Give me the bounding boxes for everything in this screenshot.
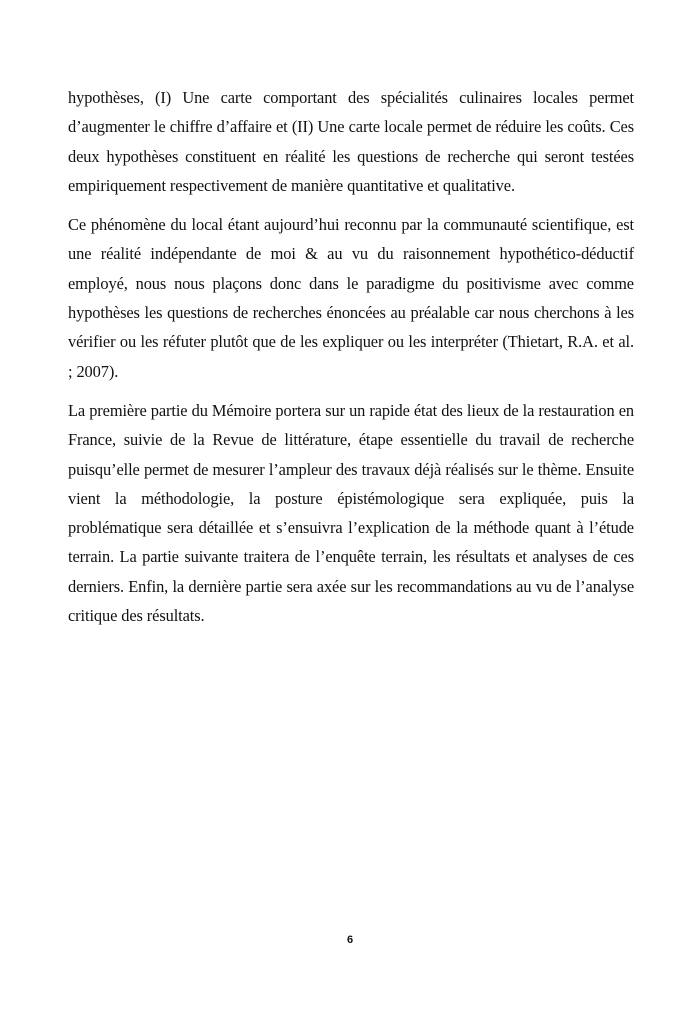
paragraph-outline: La première partie du Mémoire portera sur un rapide état des lieux de la restauration en France, suivie de la Revue de littérature, étape essentielle du travail de recherche puisqu’elle permet de mesurer l’ampleur des travaux déjà réalisés sur le thème. Ensuite vient la méthodologie, la posture épistémologique sera expliquée, puis la problématique sera détaillée et s’ensuivra l’explication de la méthode quant à l’étude terrain. La partie suivante traitera de l’enquête terrain, les résultats et analyses de ces derniers. Enfin, la dernière partie sera axée sur les recommandations au vu de l’analyse critique des résultats.	[68, 400, 634, 626]
paragraph-hypotheses: hypothèses, (I) Une carte comportant des spécialités culinaires locales permet d’augmenter le chiffre d’affaire et (II) Une carte locale permet de réduire les coûts. Ces deux hypothèses constituent en réalité les questions de recherche qui seront testées empiriquement respectivement de manière quantitative et qualitative.	[68, 88, 634, 195]
page-number: 6	[346, 934, 354, 946]
body-text	[68, 83, 634, 640]
paragraph-epistemology: Ce phénomène du local étant aujourd’hui reconnu par la communauté scientifique, est une réalité indépendante de moi & au vu du raisonnement hypothético-déductif employé, nous nous plaçons donc dans le paradigme du positivisme avec comme hypothèses les questions de recherches énoncées au préalable car nous cherchons à les vérifier ou les réfuter plutôt que de les expliquer ou les interpréter (Thietart, R.A. et al. ; 2007).	[68, 215, 634, 381]
